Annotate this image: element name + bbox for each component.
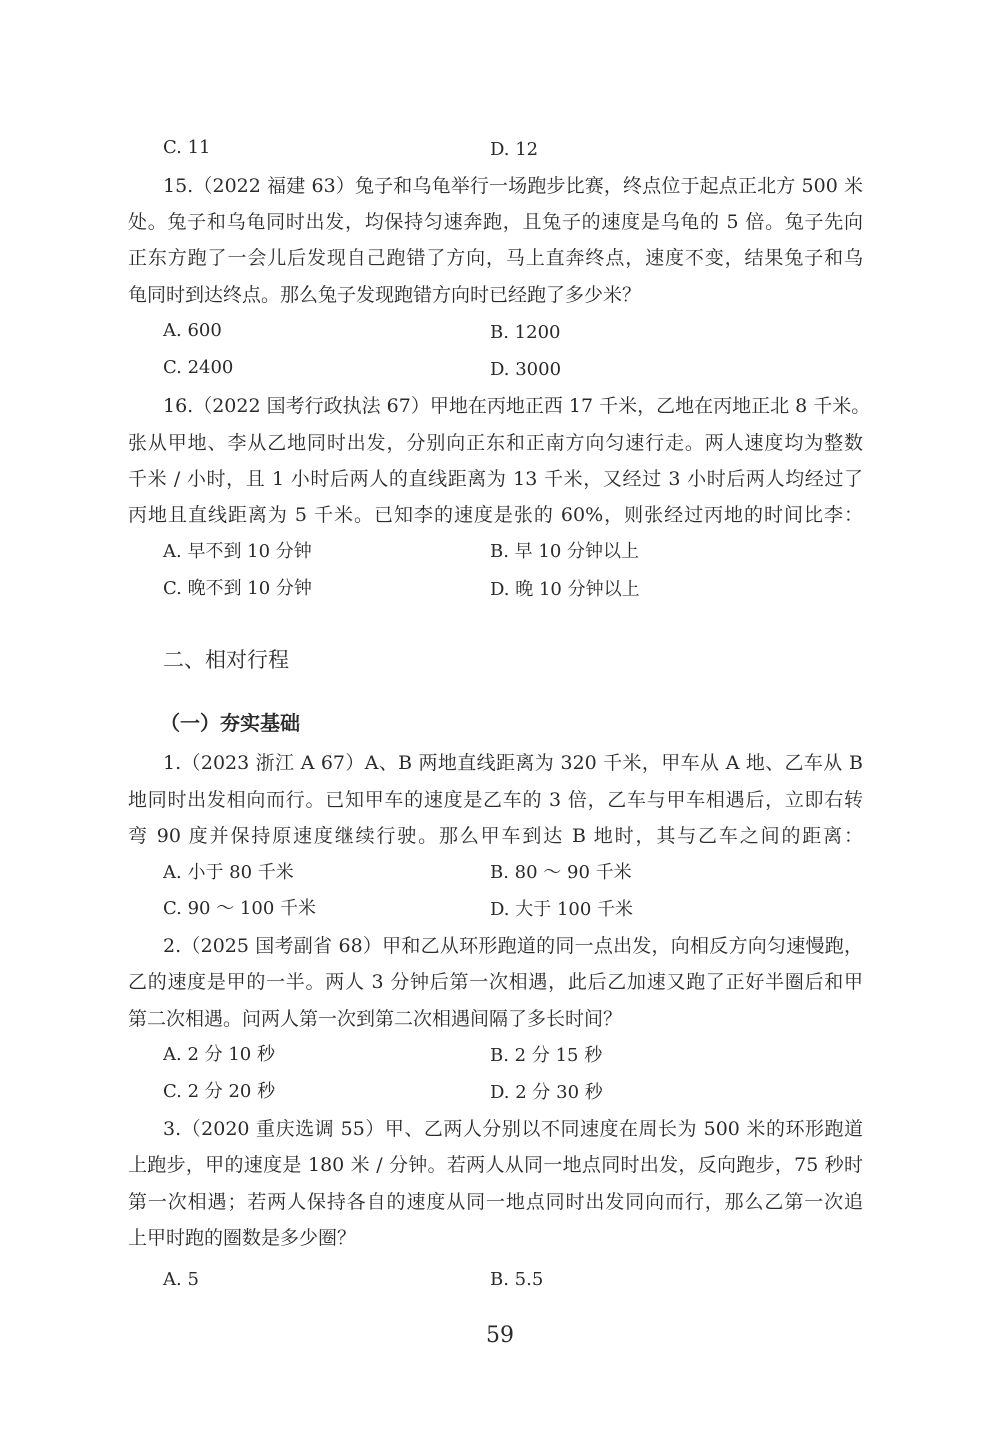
r3-line-3: 第一次相遇；若两人保持各自的速度从同一地点同时出发同向而行，那么乙第一次追 [128,1191,863,1213]
section-heading: 二、相对行程 [163,648,289,672]
r1-line-2: 地同时出发相向而行。已知甲车的速度是乙车的 3 倍，乙车与甲车相遇后，立即右转 [128,789,863,811]
q15-option-a: A. 600 [163,320,222,341]
r1-line-3: 弯 90 度并保持原速度继续行驶。那么甲车到达 B 地时，其与乙车之间的距离： [128,825,863,847]
q15-line-4: 龟同时到达终点。那么兔子发现跑错方向时已经跑了多少米？ [128,284,642,306]
r3-option-b: B. 5.5 [490,1269,544,1290]
q15-option-c: C. 2400 [163,357,234,378]
subsection-heading: （一）夯实基础 [160,711,300,735]
q16-line-2: 张从甲地、李从乙地同时出发，分别向正东和正南方向匀速行走。两人速度均为整数 [128,432,863,454]
q16-line-3: 千米 / 小时，且 1 小时后两人的直线距离为 13 千米，又经过 3 小时后两人均经过了 [128,468,863,490]
q15-option-d: D. 3000 [490,359,562,380]
r2-option-b: B. 2 分 15 秒 [490,1045,603,1066]
q15-option-b: B. 1200 [490,322,561,343]
r3-line-1: 3.（2020 重庆选调 55）甲、乙两人分别以不同速度在周长为 500 米的环形跑道 [163,1118,863,1140]
r3-line-4: 上甲时跑的圈数是多少圈？ [128,1227,357,1249]
q15-line-1: 15.（2022 福建 63）兔子和乌龟举行一场跑步比赛，终点位于起点正北方 500 米 [163,175,863,197]
r2-option-c: C. 2 分 20 秒 [163,1081,276,1102]
q14-option-d: D. 12 [490,139,539,160]
r1-option-c: C. 90 ～ 100 千米 [163,898,316,919]
r2-option-d: D. 2 分 30 秒 [490,1082,603,1103]
r2-line-2: 乙的速度是甲的一半。两人 3 分钟后第一次相遇，此后乙加速又跑了正好半圈后和甲 [128,971,863,993]
q14-option-c: C. 11 [163,137,211,158]
q15-line-3: 正东方跑了一会儿后发现自己跑错了方向，马上直奔终点，速度不变，结果兔子和乌 [128,247,863,269]
r2-line-3: 第二次相遇。问两人第一次到第二次相遇间隔了多长时间？ [128,1008,623,1030]
page-number: 59 [486,1323,514,1348]
r2-option-a: A. 2 分 10 秒 [163,1044,275,1065]
q15-line-2: 处。兔子和乌龟同时出发，均保持匀速奔跑，且兔子的速度是乌龟的 5 倍。兔子先向 [128,211,863,233]
r1-option-a: A. 小于 80 千米 [163,862,294,883]
r3-line-2: 上跑步，甲的速度是 180 米 / 分钟。若两人从同一地点同时出发，反向跑步，75 秒时 [128,1154,863,1176]
r1-option-b: B. 80 ～ 90 千米 [490,862,632,883]
r1-option-d: D. 大于 100 千米 [490,899,634,920]
q16-option-b: B. 早 10 分钟以上 [490,541,640,562]
q16-option-a: A. 早不到 10 分钟 [163,541,312,562]
r1-line-1: 1.（2023 浙江 A 67）A、B 两地直线距离为 320 千米，甲车从 A 地、乙车从 B [163,752,863,774]
q16-line-4: 丙地且直线距离为 5 千米。已知李的速度是张的 60%，则张经过丙地的时间比李： [128,504,863,526]
r2-line-1: 2.（2025 国考副省 68）甲和乙从环形跑道的同一点出发，向相反方向匀速慢跑， [163,935,863,957]
q16-option-d: D. 晚 10 分钟以上 [490,579,640,600]
q16-line-1: 16.（2022 国考行政执法 67）甲地在丙地正西 17 千米，乙地在丙地正北 8 千米。 [163,395,871,417]
q16-option-c: C. 晚不到 10 分钟 [163,578,312,599]
r3-option-a: A. 5 [163,1269,199,1290]
